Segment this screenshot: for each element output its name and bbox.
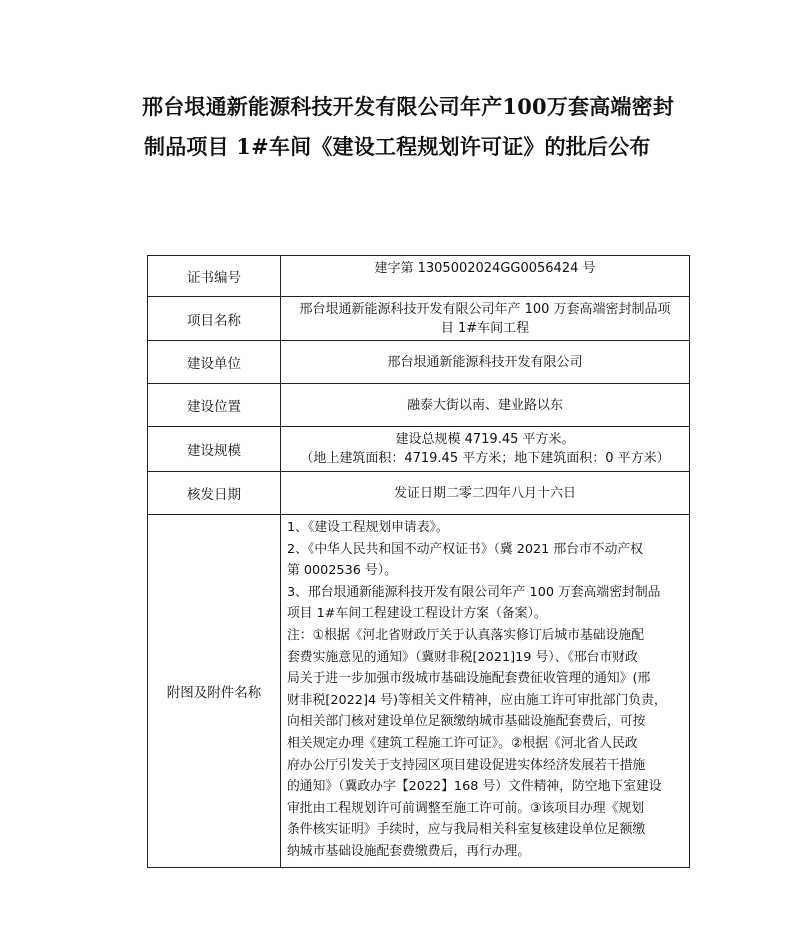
project-name-value (281, 297, 690, 341)
attachment-line: 第 0002536 号）。 (287, 563, 397, 579)
project-name-line: 目 1#车间工程 (440, 320, 530, 336)
attachment-line: 局关于进一步加强市级城市基础设施配套费征收管理的通知》(邢 (287, 671, 651, 687)
attachments-value (281, 515, 690, 868)
table-row (148, 472, 690, 515)
table-row (148, 297, 690, 341)
construction-unit-value: 邢台垠通新能源科技开发有限公司 (281, 341, 690, 384)
permit-info-table (147, 255, 690, 868)
attachment-line: 纳城市基础设施配套费缴费后，再行办理。 (287, 843, 531, 859)
attachment-line: 1、《建设工程规划申请表》。 (287, 520, 449, 535)
construction-location-value: 融泰大街以南、建业路以东 (281, 384, 690, 427)
attachment-line: 套费实施意见的通知》（冀财非税[2021]19 号）、《邢台市财政 (287, 649, 638, 665)
attachment-line: 2、《中华人民共和国不动产权证书》（冀 2021 邢台市不动产权 (287, 541, 643, 557)
construction-scale-value (281, 427, 690, 472)
document-title-line-1: 邢台垠通新能源科技开发有限公司年产100万套高端密封 (142, 94, 675, 119)
attachment-line: 向相关部门核对建设单位足额缴纳城市基础设施配套费后，可按 (287, 714, 646, 730)
table-row (148, 515, 690, 868)
row-label-attachments: 附图及附件名称 (148, 515, 281, 868)
row-label-construction-scale: 建设规模 (148, 427, 281, 472)
project-name-line: 邢台垠通新能源科技开发有限公司年产 100 万套高端密封制品项 (299, 301, 671, 317)
attachment-line: 府办公厅引发关于支持园区项目建设促进实体经济发展若干措施 (287, 757, 646, 773)
issue-date-value: 发证日期二零二四年八月十六日 (281, 472, 690, 515)
construction-scale-line: （地上建筑面积：4719.45 平方米；地下建筑面积：0 平方米） (300, 451, 670, 466)
row-label-construction-location: 建设位置 (148, 384, 281, 427)
table-row (148, 384, 690, 427)
attachment-line: 条件核实证明》手续时，应与我局相关科室复核建设单位足额缴 (287, 822, 646, 838)
table-row (148, 427, 690, 472)
attachment-line: 相关规定办理《建筑工程施工许可证》。②根据《河北省人民政 (287, 735, 638, 751)
attachment-line: 审批由工程规划许可前调整至施工许可前。③该项目办理《规划 (287, 800, 644, 816)
row-label-certificate-number: 证书编号 (148, 256, 281, 297)
attachment-line: 的通知》（冀政办字【2022】168 号）文件精神，防空地下室建设 (287, 779, 662, 795)
attachment-line: 财非税[2022]4 号)等相关文件精神，应由施工许可审批部门负责， (287, 692, 667, 708)
attachment-line: 3、邢台垠通新能源科技开发有限公司年产 100 万套高端密封制品 (287, 584, 661, 600)
row-label-issue-date: 核发日期 (148, 472, 281, 515)
attachment-line: 项目 1#车间工程建设工程设计方案（备案）。 (287, 606, 547, 622)
row-label-construction-unit: 建设单位 (148, 341, 281, 384)
table-row (148, 341, 690, 384)
attachment-line: 注：①根据《河北省财政厅关于认真落实修订后城市基础设施配 (287, 627, 644, 643)
construction-scale-line: 建设总规模 4719.45 平方米。 (395, 432, 575, 447)
table-row (148, 256, 690, 297)
document-title-line-2: 制品项目 1#车间《建设工程规划许可证》的批后公布 (144, 134, 651, 159)
certificate-number-value: 建字第 1305002024GG0056424 号 (281, 256, 690, 297)
row-label-project-name: 项目名称 (148, 297, 281, 341)
